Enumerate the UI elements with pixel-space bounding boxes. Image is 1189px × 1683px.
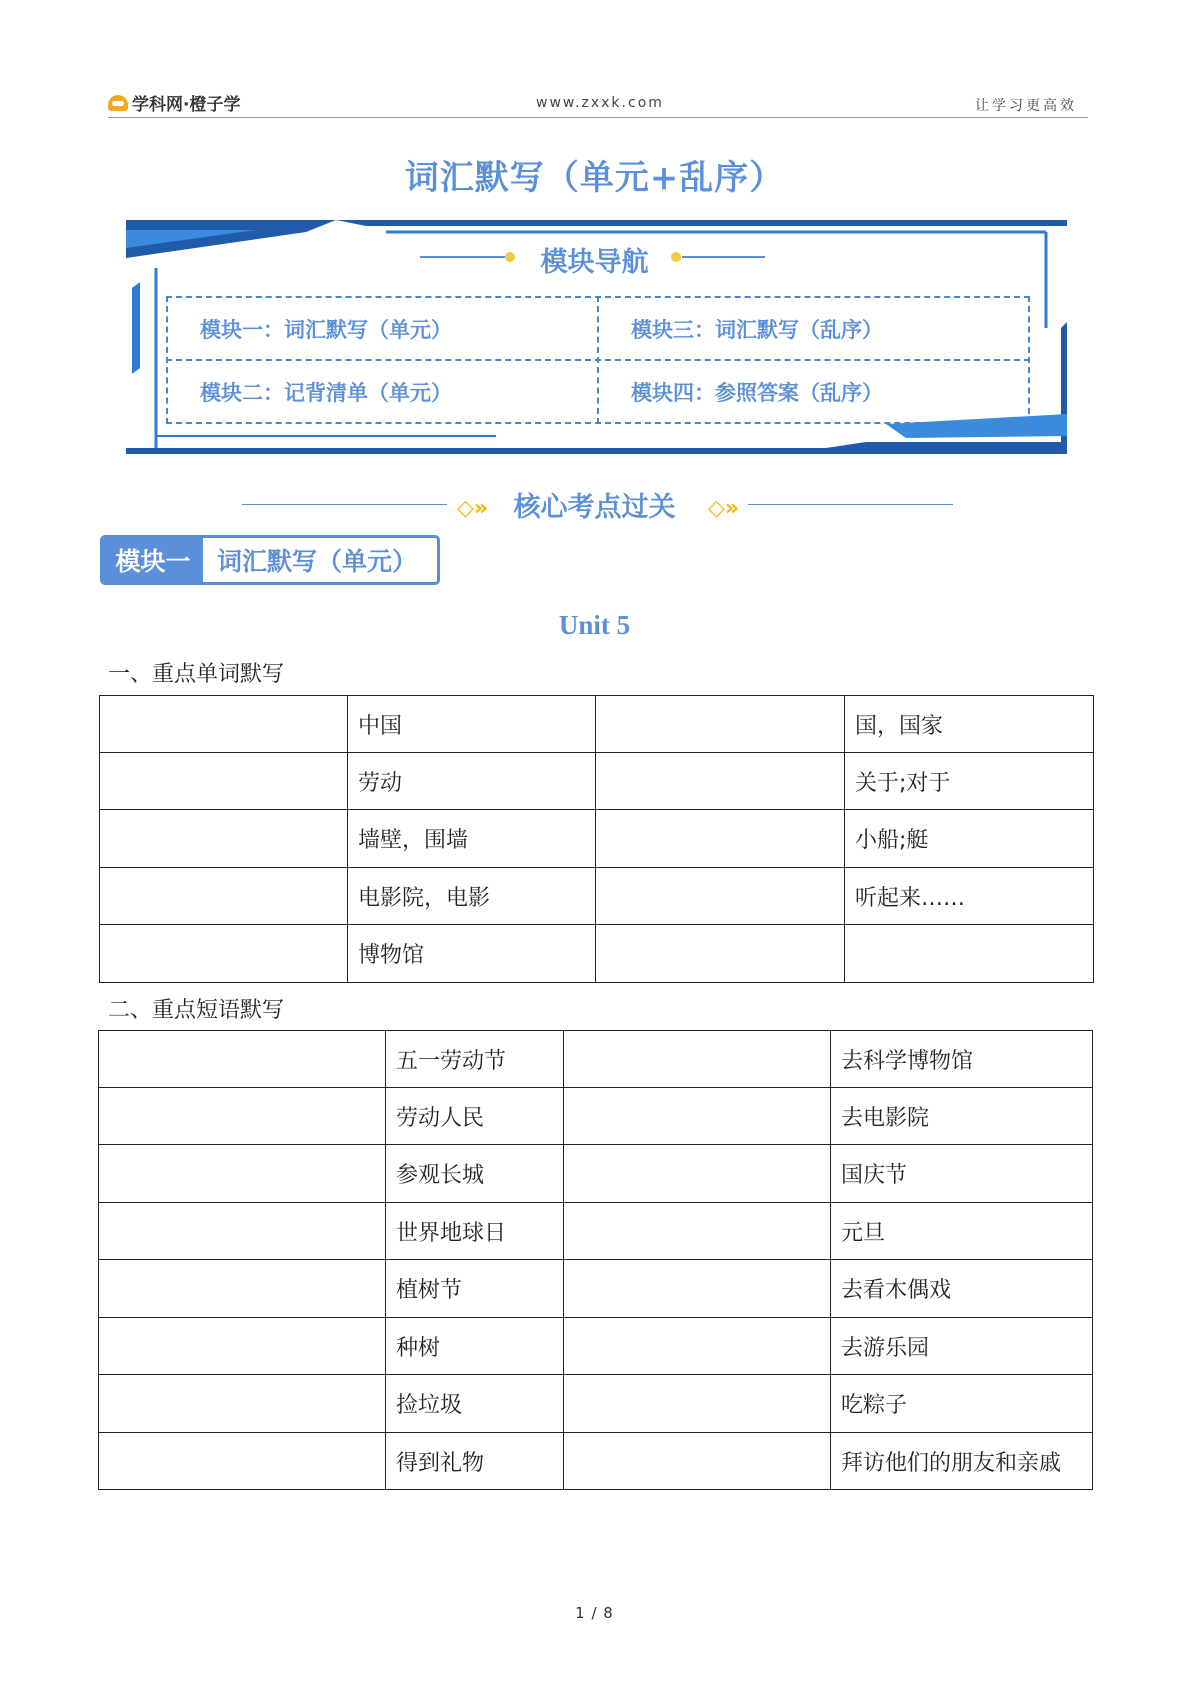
site-logo bbox=[108, 90, 240, 115]
prompt-cell bbox=[845, 925, 1094, 983]
answer-cell[interactable] bbox=[564, 1318, 831, 1375]
diamond-icon: ◇» bbox=[457, 496, 489, 521]
answer-cell[interactable] bbox=[564, 1031, 831, 1088]
answer-cell[interactable] bbox=[564, 1203, 831, 1260]
answer-cell[interactable] bbox=[99, 1375, 386, 1433]
nav-link-module-2[interactable]: 模块二：记背清单（单元） bbox=[200, 380, 452, 405]
answer-cell[interactable] bbox=[596, 925, 845, 983]
nav-grid-divider bbox=[597, 296, 599, 424]
words-table bbox=[99, 695, 1094, 983]
table-row bbox=[100, 810, 1094, 868]
prompt-cell: 去科学博物馆 bbox=[831, 1031, 1093, 1088]
prompt-cell: 拜访他们的朋友和亲戚 bbox=[831, 1433, 1093, 1490]
nav-link-module-4[interactable]: 模块四：参照答案（乱序） bbox=[631, 380, 883, 405]
prompt-cell: 植树节 bbox=[386, 1260, 564, 1318]
unit-title: Unit 5 bbox=[558, 610, 631, 640]
table-row bbox=[99, 1260, 1093, 1318]
answer-cell[interactable] bbox=[99, 1031, 386, 1088]
core-title-rule bbox=[748, 504, 953, 505]
phrases-table bbox=[98, 1030, 1093, 1490]
prompt-cell: 去游乐园 bbox=[831, 1318, 1093, 1375]
prompt-cell: 五一劳动节 bbox=[386, 1031, 564, 1088]
module-tag bbox=[100, 535, 440, 585]
table-row bbox=[99, 1088, 1093, 1145]
diamond-icon: ◇» bbox=[708, 496, 740, 521]
prompt-cell: 去看木偶戏 bbox=[831, 1260, 1093, 1318]
owl-logo-icon bbox=[108, 95, 128, 111]
logo-text: 学科网·橙子学 bbox=[132, 95, 241, 115]
answer-cell[interactable] bbox=[596, 868, 845, 925]
answer-cell[interactable] bbox=[100, 925, 348, 983]
slogan: 让学习更高效 bbox=[975, 98, 1077, 114]
answer-cell[interactable] bbox=[596, 696, 845, 753]
table-row bbox=[100, 696, 1094, 753]
prompt-cell: 元旦 bbox=[831, 1203, 1093, 1260]
answer-cell[interactable] bbox=[100, 810, 348, 868]
page-number: 1 / 8 bbox=[575, 1604, 614, 1622]
prompt-cell: 捡垃圾 bbox=[386, 1375, 564, 1433]
table-row bbox=[99, 1375, 1093, 1433]
prompt-cell: 博物馆 bbox=[348, 925, 596, 983]
answer-cell[interactable] bbox=[564, 1145, 831, 1203]
answer-cell[interactable] bbox=[596, 753, 845, 810]
prompt-cell: 墙壁，围墙 bbox=[348, 810, 596, 868]
module-tag-label: 模块一 bbox=[103, 538, 203, 582]
table-row bbox=[99, 1145, 1093, 1203]
answer-cell[interactable] bbox=[100, 753, 348, 810]
answer-cell[interactable] bbox=[99, 1318, 386, 1375]
prompt-cell: 劳动人民 bbox=[386, 1088, 564, 1145]
header-divider bbox=[108, 117, 1088, 118]
table-row bbox=[100, 925, 1094, 983]
section-heading-words: 一、重点单词默写 bbox=[108, 662, 285, 687]
table-row bbox=[99, 1031, 1093, 1088]
answer-cell[interactable] bbox=[99, 1433, 386, 1490]
answer-cell[interactable] bbox=[564, 1088, 831, 1145]
prompt-cell: 吃粽子 bbox=[831, 1375, 1093, 1433]
answer-cell[interactable] bbox=[100, 696, 348, 753]
prompt-cell: 种树 bbox=[386, 1318, 564, 1375]
table-row bbox=[100, 868, 1094, 925]
answer-cell[interactable] bbox=[564, 1375, 831, 1433]
site-url: www.zxxk.com bbox=[536, 95, 664, 111]
answer-cell[interactable] bbox=[564, 1260, 831, 1318]
answer-cell[interactable] bbox=[596, 810, 845, 868]
answer-cell[interactable] bbox=[99, 1260, 386, 1318]
prompt-cell: 关于;对于 bbox=[845, 753, 1094, 810]
answer-cell[interactable] bbox=[99, 1203, 386, 1260]
prompt-cell: 国庆节 bbox=[831, 1145, 1093, 1203]
document-title: 词汇默写（单元+乱序） bbox=[404, 158, 785, 198]
answer-cell[interactable] bbox=[99, 1145, 386, 1203]
table-row bbox=[99, 1203, 1093, 1260]
prompt-cell: 劳动 bbox=[348, 753, 596, 810]
prompt-cell: 国，国家 bbox=[845, 696, 1094, 753]
prompt-cell: 去电影院 bbox=[831, 1088, 1093, 1145]
nav-link-module-1[interactable]: 模块一：词汇默写（单元） bbox=[200, 317, 452, 342]
prompt-cell: 世界地球日 bbox=[386, 1203, 564, 1260]
prompt-cell: 中国 bbox=[348, 696, 596, 753]
section-heading-phrases: 二、重点短语默写 bbox=[108, 998, 285, 1023]
module-tag-text: 词汇默写（单元） bbox=[217, 547, 418, 576]
prompt-cell: 电影院，电影 bbox=[348, 868, 596, 925]
prompt-cell: 参观长城 bbox=[386, 1145, 564, 1203]
prompt-cell: 得到礼物 bbox=[386, 1433, 564, 1490]
core-section-title: 核心考点过关 bbox=[513, 492, 676, 523]
nav-link-module-3[interactable]: 模块三：词汇默写（乱序） bbox=[631, 317, 883, 342]
table-row bbox=[99, 1433, 1093, 1490]
answer-cell[interactable] bbox=[564, 1433, 831, 1490]
table-row bbox=[99, 1318, 1093, 1375]
table-row bbox=[100, 753, 1094, 810]
prompt-cell: 小船;艇 bbox=[845, 810, 1094, 868]
module-nav-title: 模块导航 bbox=[540, 247, 649, 278]
answer-cell[interactable] bbox=[99, 1088, 386, 1145]
answer-cell[interactable] bbox=[100, 868, 348, 925]
prompt-cell: 听起来…… bbox=[845, 868, 1094, 925]
